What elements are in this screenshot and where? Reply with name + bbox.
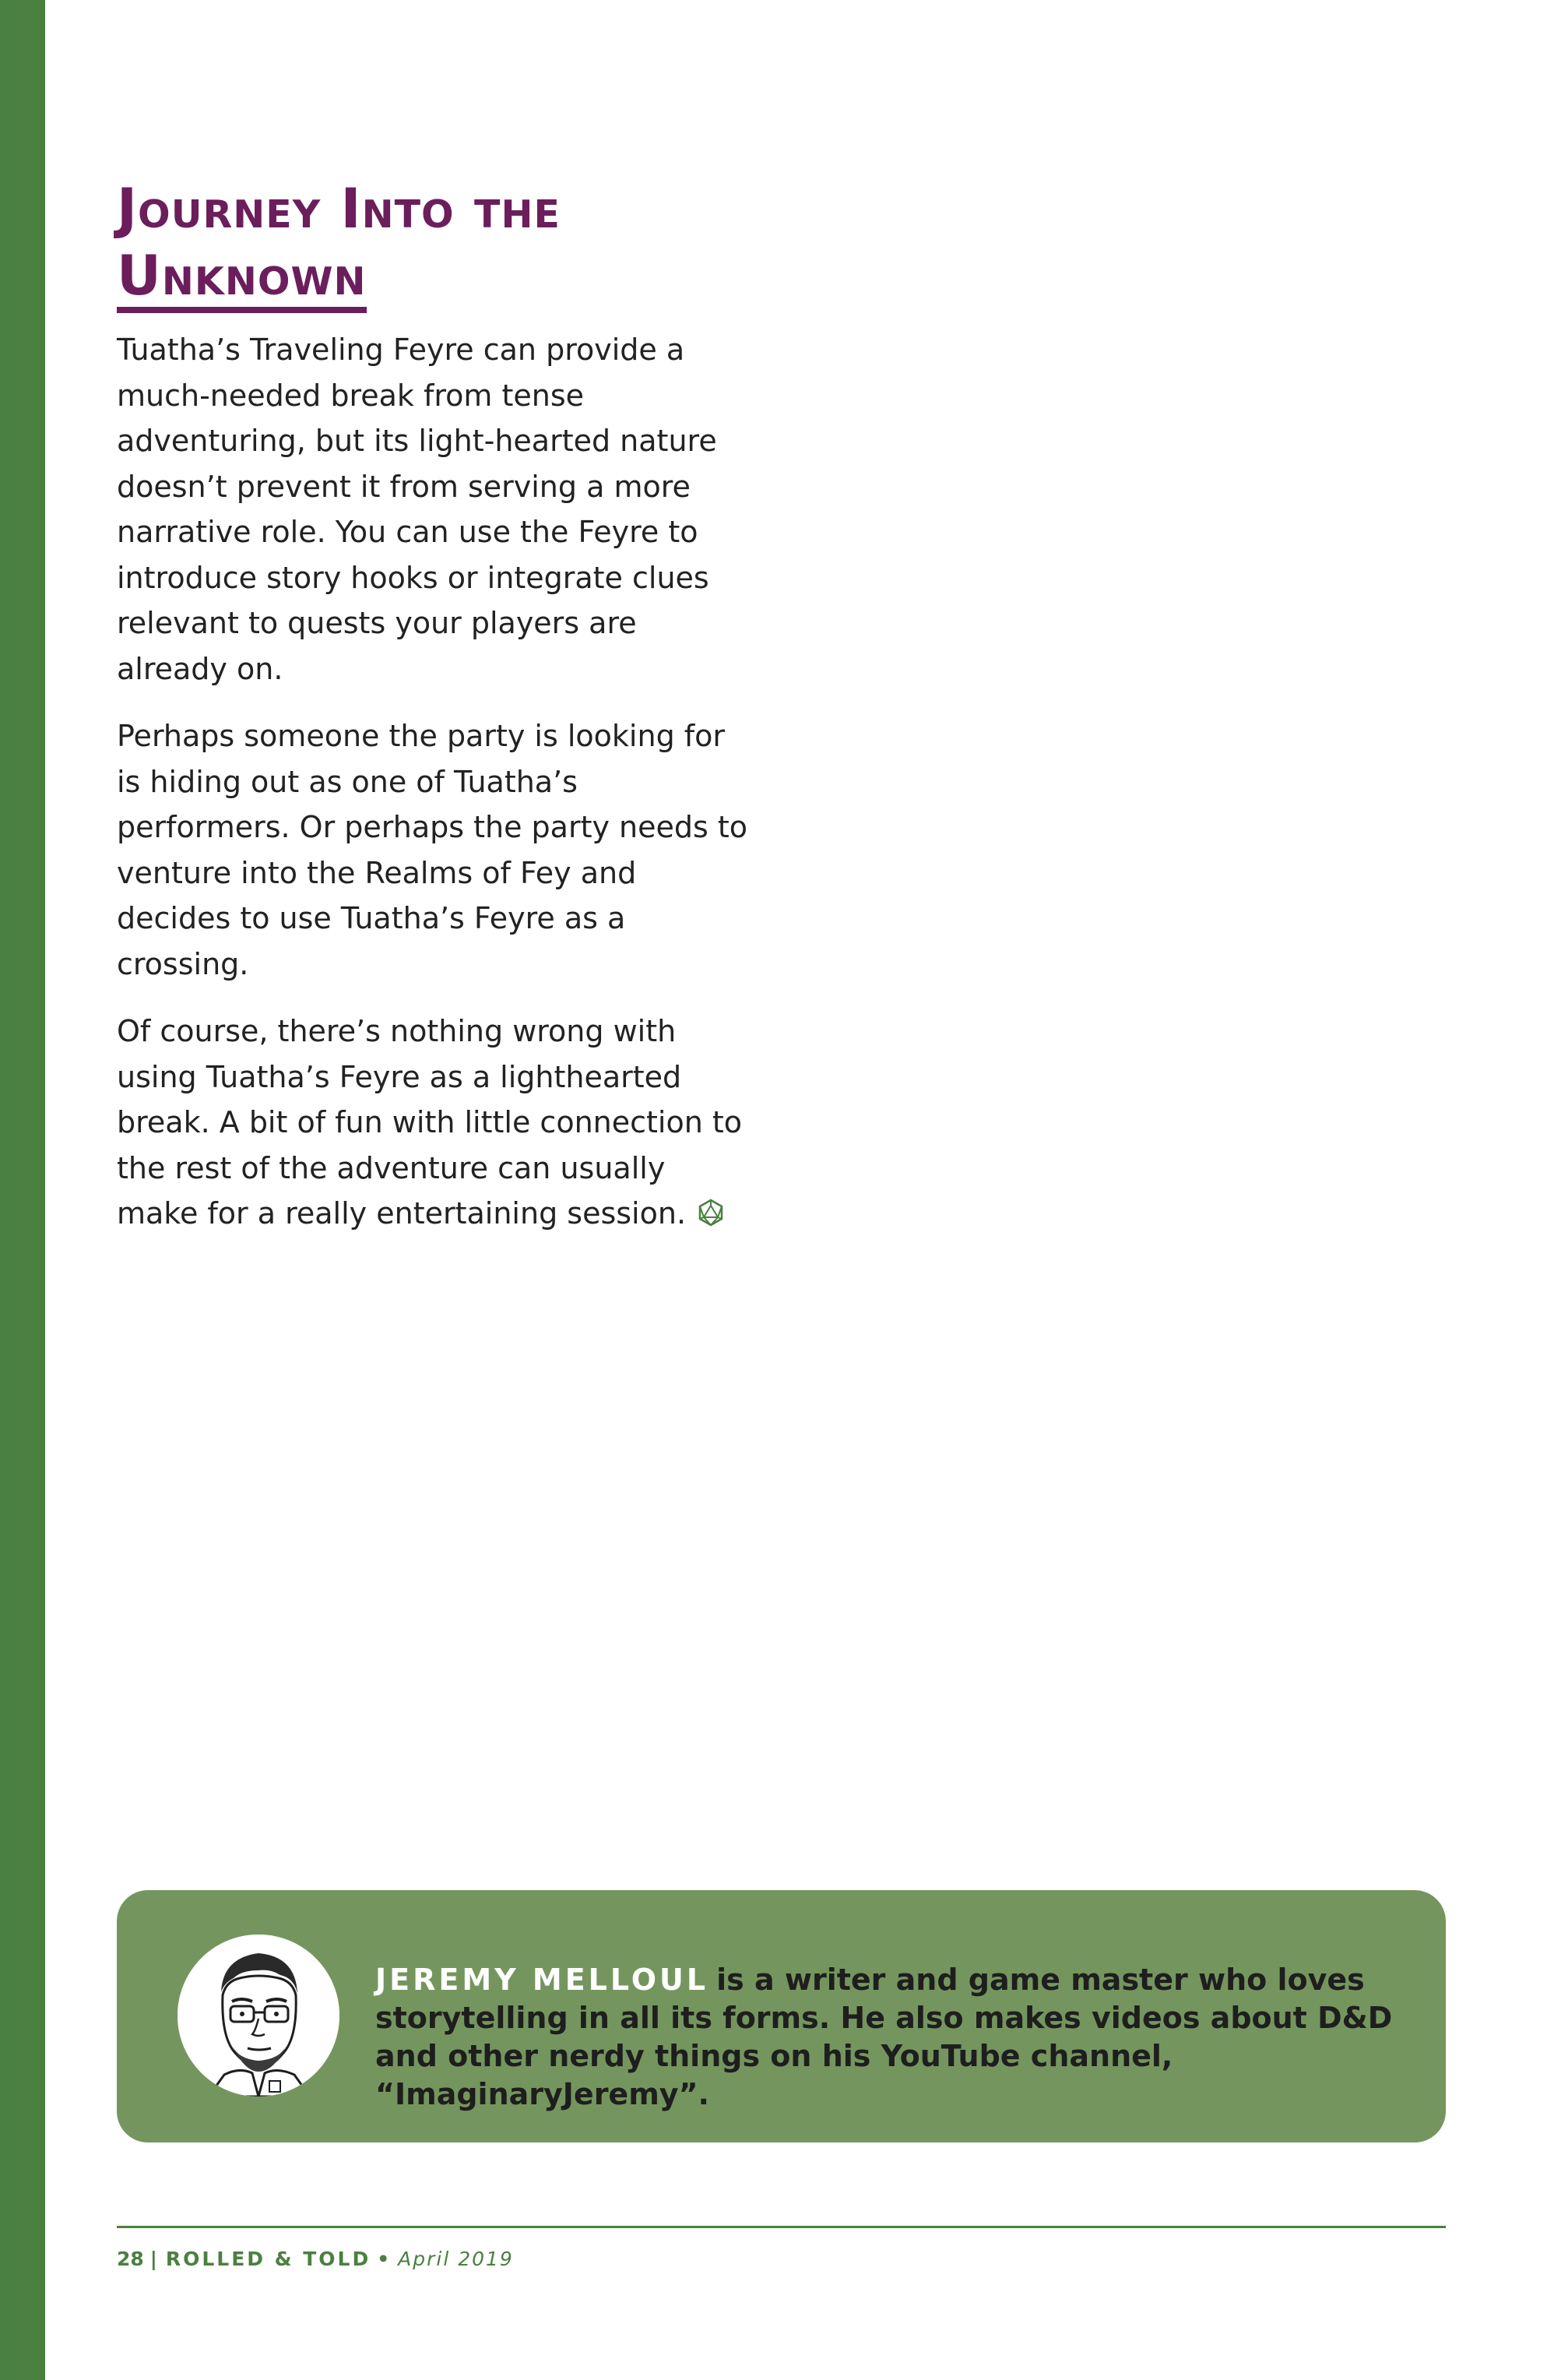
author-bio-box [117, 1890, 1446, 2142]
paragraph-text: Of course, there’s nothing wrong with using Tuatha’s Feyre as a lighthearted break. A bit of fun with little connection to the rest of the adventure can usually make for a really entertaining session. [117, 1014, 743, 1230]
paragraph: Tuatha’s Traveling Feyre can provide a much-needed break from tense adventuring, but its light-hearted nature doesn’t prevent it from serving a more narrative role. You can use the Feyre to introduce story hooks or integrate clues relevant to quests your players are already on. [117, 333, 717, 686]
page-number: 28 [117, 2248, 144, 2270]
heading-line-2: Unknown [117, 245, 367, 313]
footer-divider [117, 2226, 1446, 2228]
issue-date: April 2019 [398, 2248, 514, 2270]
page-footer [117, 2247, 514, 2272]
d20-die-icon [697, 1194, 725, 1222]
author-name: JEREMY MELLOUL [375, 1963, 709, 1997]
article [117, 175, 755, 1237]
footer-bullet: • [377, 2248, 392, 2270]
article-heading [117, 175, 755, 313]
author-bio-text [375, 1961, 1419, 2114]
paragraph-last [117, 1009, 755, 1237]
publication-name: ROLLED & TOLD [165, 2248, 371, 2270]
page-side-bar [0, 0, 45, 2380]
paragraph: Perhaps someone the party is looking for is hiding out as one of Tuatha’s performers. Or perhaps the party needs to venture into the Realms of Fey and decides to use Tuatha’s Feyre as a crossing. [117, 719, 748, 981]
footer-separator: | [149, 2248, 160, 2270]
author-description: is a writer and game master who loves storytelling in all its forms. He also makes videos about D&D and other nerdy things on his YouTube channel, “ImaginaryJeremy”. [375, 1963, 1393, 2111]
author-avatar [178, 1935, 339, 2097]
heading-line-1: Journey Into the [117, 177, 561, 241]
author-portrait-icon [178, 1935, 339, 2097]
